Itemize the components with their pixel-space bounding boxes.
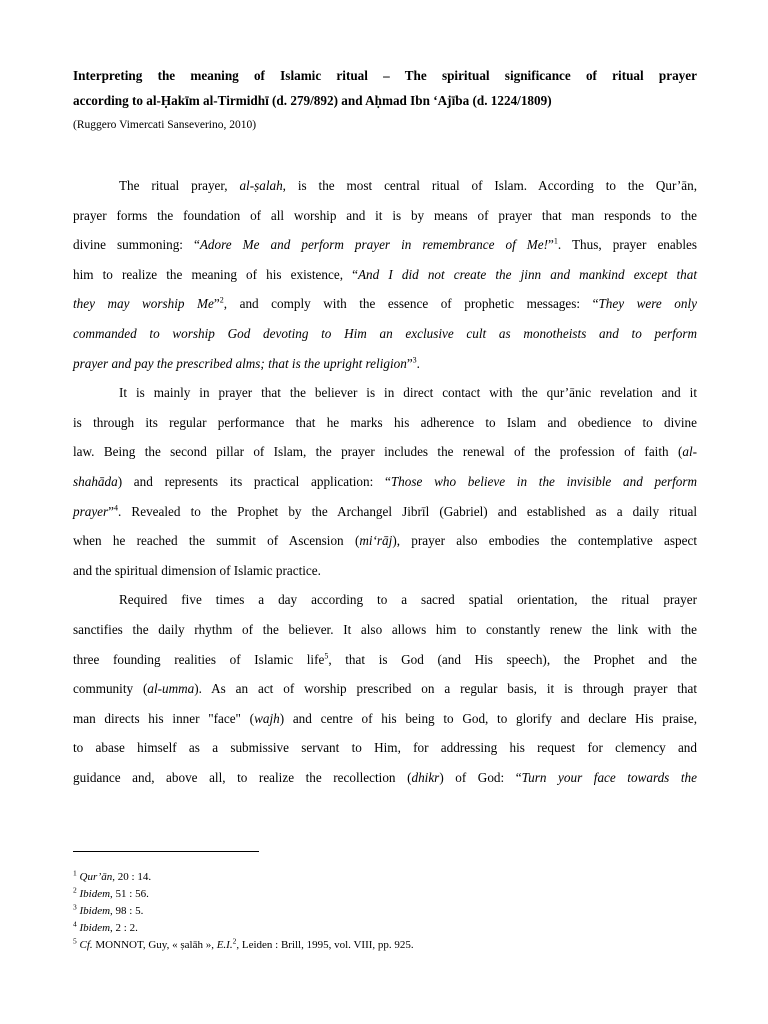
footnote-ref: 2	[232, 936, 237, 946]
footnote: $^4$ Ibidem, 2 : 2.	[73, 919, 138, 934]
text-line: sanctifies the daily rhythm of the believer. It also allows him to constantly renew the link with the	[73, 621, 697, 637]
text-line: man directs his inner "face" (wajh) and centre of his being to God, to glorify and declare His praise,	[73, 710, 698, 726]
footnote-ref: 2	[219, 295, 224, 305]
text-line: they may worship Me”$^2$, and comply with the essence of prophetic messages: “They were only	[73, 295, 698, 312]
text-line: It is mainly in prayer that the believer is in direct contact with the qur’ānic revelation and it	[119, 385, 697, 401]
paragraph	[73, 171, 697, 378]
text-line: The ritual prayer, al-ṣalah, is the most central ritual of Islam. According to the Qur’ān,	[119, 178, 697, 193]
text-line: prayer”$^4$. Revealed to the Prophet by the Archangel Jibrīl (Gabriel) and established as a daily ritual	[73, 503, 697, 519]
footnote: $^3$ Ibidem, 98 : 5.	[73, 902, 144, 917]
text-line: is through its regular performance that he marks his adherence to Islam and obedience to divine	[73, 414, 697, 430]
author-line: (Ruggero Vimercati Sanseverino, 2010)	[73, 119, 257, 131]
body-text	[73, 171, 697, 792]
text-line: commanded to worship God devoting to Him an exclusive cult as monotheists and to perform	[73, 325, 697, 341]
footnote: $^1$ Qur’ān, 20 : 14.	[73, 868, 152, 883]
paragraph	[73, 585, 697, 792]
footnote-ref: 4	[114, 503, 119, 513]
text-line: prayer forms the foundation of all worship and it is by means of prayer that man responds to the	[73, 207, 697, 223]
footnote-separator	[73, 851, 259, 852]
text-line: when he reached the summit of Ascension (mi‘rāj), prayer also embodies the contemplative aspect	[73, 533, 697, 549]
text-line: law. Being the second pillar of Islam, the prayer includes the renewal of the profession of faith (al-	[73, 444, 697, 460]
footnote: $^2$ Ibidem, 51 : 56.	[73, 885, 149, 900]
footnote-ref: 5	[324, 651, 329, 661]
text-line: prayer and pay the prescribed alms; that is the upright religion”$^3$.	[73, 355, 420, 371]
footnote: $^5$ Cf. MONNOT, Guy, « ṣalāh », E.I.$^2$, Leiden : Brill, 1995, vol. VIII, pp. 925.	[73, 936, 414, 951]
footnote-number: 1	[73, 868, 77, 878]
footnote-number: 3	[73, 902, 77, 912]
title-line-1: Interpreting the meaning of Islamic ritual – The spiritual significance of ritual prayer	[73, 68, 697, 83]
text-line: three founding realities of Islamic life$^5$, that is God (and His speech), the Prophet and the	[73, 651, 697, 667]
footnotes	[73, 869, 697, 954]
text-line: to abase himself as a submissive servant to Him, for addressing his request for clemency and	[73, 740, 697, 756]
text-line: Required five times a day according to a sacred spatial orientation, the ritual prayer	[119, 592, 697, 608]
footnote-ref: 1	[553, 236, 558, 246]
text-line: guidance and, above all, to realize the recollection (dhikr) of God: “Turn your face towards the	[73, 769, 697, 785]
footnote-number: 5	[73, 936, 77, 946]
text-line: divine summoning: “Adore Me and perform prayer in remembrance of Me!”$^1$. Thus, prayer enables	[73, 236, 697, 253]
paragraph	[73, 378, 697, 585]
paper-title	[73, 64, 697, 113]
text-line: shahāda) and represents its practical application: “Those who believe in the invisible and perform	[73, 473, 697, 489]
title-line-2: according to al-Ḥakīm al-Tirmidhī (d. 279/892) and Aḥmad Ibn ‘Ajība (d. 1224/1809)	[73, 92, 552, 108]
footnote-ref: 3	[412, 355, 417, 365]
text-line: and the spiritual dimension of Islamic practice.	[73, 562, 321, 578]
footnote-number: 4	[73, 919, 77, 929]
footnote-number: 2	[73, 885, 77, 895]
text-line: community (al-umma). As an act of worship prescribed on a regular basis, it is through prayer that	[73, 681, 698, 697]
text-line: him to realize the meaning of his existence, “And I did not create the jinn and mankind except that	[73, 266, 697, 282]
